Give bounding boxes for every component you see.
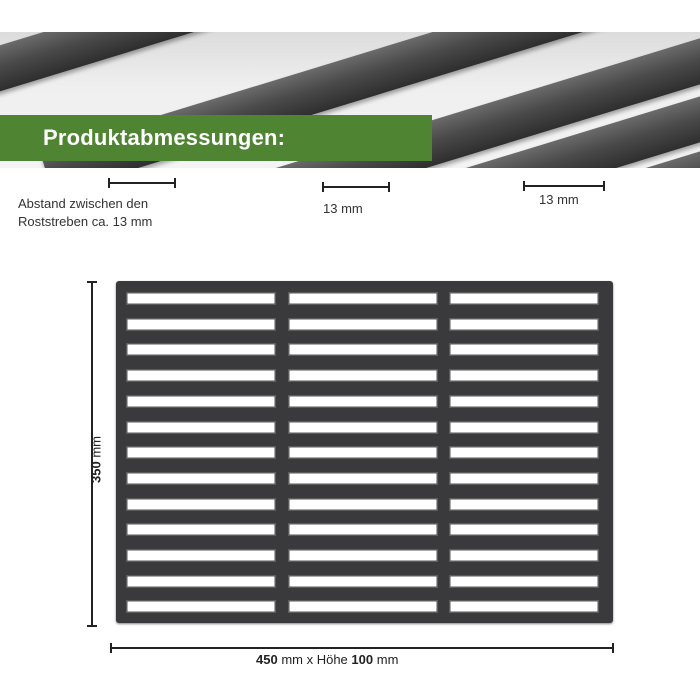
grate-slot [449,549,599,562]
grate-slot [126,292,276,305]
grate-slot [288,523,438,536]
grate-slot [449,343,599,356]
spacing-label-middle: 13 mm [323,201,363,216]
spacing-caption-line2: Roststreben ca. 13 mm [18,214,153,229]
grate-slot [126,318,276,331]
grate-slot [449,523,599,536]
grill-grate [116,281,613,623]
grate-slot [449,421,599,434]
width-unit: mm x Höhe [281,652,348,667]
grate-slot [126,472,276,485]
depth-unit: mm [376,652,399,667]
grate-slot [449,395,599,408]
grate-slot [288,318,438,331]
grate-slot [288,549,438,562]
grate-closeup-photo [0,32,700,168]
depth-value: 100 [351,652,374,667]
spacing-label-right: 13 mm [539,192,579,207]
spacing-mark-right [523,185,605,187]
grate-slot [288,395,438,408]
grate-slot [288,421,438,434]
width-dimension-line [110,647,614,649]
grate-slot [126,369,276,382]
grate-slot [449,446,599,459]
grate-slot [288,575,438,588]
grate-slot [449,575,599,588]
grate-slot [288,498,438,511]
spacing-caption-line1: Abstand zwischen den [18,196,149,211]
grate-slot [288,600,438,613]
section-banner [0,115,432,161]
grate-slot [126,421,276,434]
spacing-caption [18,195,152,231]
grate-slot [126,498,276,511]
grate-slot [126,523,276,536]
grate-slot [288,292,438,305]
grate-slot [288,472,438,485]
grate-slot [126,343,276,356]
spacing-mark-middle [322,186,390,188]
banner-title: Produktabmessungen: [43,125,286,150]
grate-slot [126,600,276,613]
width-value: 450 [256,652,278,667]
grate-slot [449,600,599,613]
height-label [89,430,104,490]
grate-slot [126,446,276,459]
grate-slot [288,446,438,459]
grate-slot [449,369,599,382]
grate-slot [449,472,599,485]
grate-slot [126,395,276,408]
grate-slot [288,369,438,382]
width-label [256,652,398,667]
grate-slot [288,343,438,356]
grate-slot [449,318,599,331]
height-unit: mm [88,436,104,458]
grate-slot [449,292,599,305]
grate-slot [126,549,276,562]
height-value: 350 [88,461,104,483]
grate-slot [449,498,599,511]
grate-slot [126,575,276,588]
spacing-mark-left [108,182,176,184]
